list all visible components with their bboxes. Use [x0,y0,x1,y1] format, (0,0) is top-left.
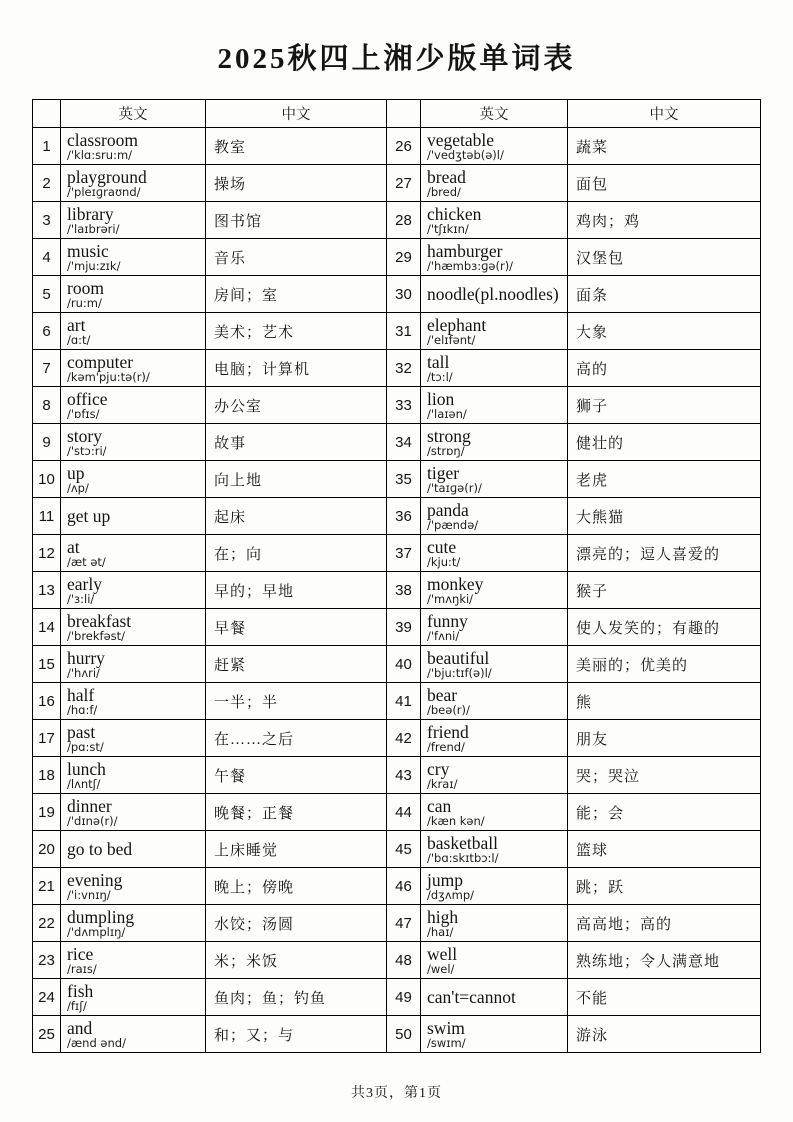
english-cell-right [421,831,568,868]
row-number-left: 15 [33,646,61,683]
english-word: well [427,943,458,964]
english-cell-left [61,720,206,757]
chinese-cell-left: 房间；室 [206,276,387,313]
table-row [33,979,761,1016]
row-number-right: 38 [387,572,421,609]
row-number-left: 4 [33,239,61,276]
row-number-right: 42 [387,720,421,757]
phonetic-transcription: /'dʌmplɪŋ/ [67,924,126,939]
phonetic-transcription: /'laɪən/ [427,406,467,421]
phonetic-transcription: /'mju:zɪk/ [67,258,121,273]
table-row [33,165,761,202]
english-cell-left [61,202,206,239]
phonetic-transcription: /'pleɪɡraʊnd/ [67,184,141,199]
english-word: lion [427,388,455,409]
chinese-cell-right: 汉堡包 [568,239,761,276]
english-word: dumpling [67,906,135,927]
english-cell-left [61,979,206,1016]
english-word: library [67,203,114,224]
phonetic-transcription: /beə(r)/ [427,702,470,717]
table-row [33,794,761,831]
row-number-right: 45 [387,831,421,868]
english-cell-right [421,239,568,276]
chinese-cell-left: 和；又；与 [206,1016,387,1053]
english-word: get up [67,506,111,526]
chinese-cell-left: 一半；半 [206,683,387,720]
english-word: tiger [427,462,460,483]
english-word: story [67,425,102,446]
english-cell-left [61,387,206,424]
english-cell-right [421,165,568,202]
header-english-left: 英文 [61,100,206,128]
english-word: swim [427,1017,465,1038]
chinese-cell-right: 能；会 [568,794,761,831]
english-word: chicken [427,203,482,224]
table-row [33,942,761,979]
phonetic-transcription: /'i:vnɪŋ/ [67,887,111,902]
chinese-cell-right: 蔬菜 [568,128,761,165]
chinese-cell-right: 不能 [568,979,761,1016]
table-row [33,387,761,424]
english-word: room [67,277,104,298]
row-number-right: 29 [387,239,421,276]
row-number-right: 44 [387,794,421,831]
row-number-right: 30 [387,276,421,313]
chinese-cell-left: 水饺；汤圆 [206,905,387,942]
phonetic-transcription: /'hæmbɜ:ɡə(r)/ [427,258,514,273]
english-cell-right [421,202,568,239]
phonetic-transcription: /kju:t/ [427,554,461,569]
table-row [33,128,761,165]
word-table [32,99,761,1053]
english-word: half [67,684,95,705]
row-number-right: 31 [387,313,421,350]
chinese-cell-right: 面包 [568,165,761,202]
english-word: go to bed [67,839,133,859]
table-row [33,313,761,350]
english-word: noodle(pl.noodles) [427,284,559,304]
chinese-cell-left: 音乐 [206,239,387,276]
english-word: beautiful [427,647,490,668]
phonetic-transcription: /'ɒfɪs/ [67,406,100,421]
phonetic-transcription: /haɪ/ [427,924,454,939]
header-english-right: 英文 [421,100,568,128]
english-word: computer [67,351,134,372]
row-number-left: 10 [33,461,61,498]
phonetic-transcription: /raɪs/ [67,961,97,976]
row-number-left: 13 [33,572,61,609]
chinese-cell-left: 图书馆 [206,202,387,239]
table-row [33,535,761,572]
phonetic-transcription: /'fʌni/ [427,628,460,643]
table-row [33,350,761,387]
chinese-cell-right: 朋友 [568,720,761,757]
chinese-cell-left: 晚餐；正餐 [206,794,387,831]
phonetic-transcription: /hɑ:f/ [67,702,98,717]
page-title: 2025秋四上湘少版单词表 [217,43,576,75]
row-number-right: 46 [387,868,421,905]
chinese-cell-left: 早的；早地 [206,572,387,609]
row-number-right: 37 [387,535,421,572]
table-row [33,868,761,905]
chinese-cell-right: 鸡肉；鸡 [568,202,761,239]
english-word: evening [67,869,123,890]
english-cell-left [61,683,206,720]
english-word: music [67,240,109,261]
row-number-right: 32 [387,350,421,387]
phonetic-transcription: /pɑ:st/ [67,739,104,754]
row-number-right: 36 [387,498,421,535]
english-word: can't=cannot [427,987,516,1007]
english-cell-right [421,424,568,461]
row-number-left: 9 [33,424,61,461]
english-word: panda [427,499,469,520]
english-cell-left [61,942,206,979]
chinese-cell-left: 美术；艺术 [206,313,387,350]
chinese-cell-left: 在；向 [206,535,387,572]
page-footer: 共3页，第1页 [351,1086,442,1101]
row-number-left: 6 [33,313,61,350]
english-cell-left [61,646,206,683]
row-number-right: 49 [387,979,421,1016]
header-row [33,100,761,128]
row-number-left: 17 [33,720,61,757]
chinese-cell-right: 老虎 [568,461,761,498]
english-cell-left [61,165,206,202]
phonetic-transcription: /tɔ:l/ [427,369,453,384]
english-word: elephant [427,314,487,335]
chinese-cell-left: 赶紧 [206,646,387,683]
english-word: funny [427,610,468,631]
english-cell-left [61,535,206,572]
english-word: up [67,462,85,483]
chinese-cell-right: 高高地；高的 [568,905,761,942]
table-row [33,276,761,313]
row-number-right: 27 [387,165,421,202]
english-cell-right [421,313,568,350]
english-cell-right [421,276,568,313]
row-number-right: 26 [387,128,421,165]
english-cell-left [61,276,206,313]
english-word: basketball [427,832,498,853]
row-number-right: 34 [387,424,421,461]
english-word: lunch [67,758,106,779]
chinese-cell-right: 狮子 [568,387,761,424]
english-cell-right [421,387,568,424]
english-word: art [67,314,86,335]
english-word: bear [427,684,458,705]
word-table-body [33,128,761,1053]
english-word: friend [427,721,469,742]
english-word: strong [427,425,471,446]
english-word: can [427,795,452,816]
table-row [33,831,761,868]
english-cell-left [61,498,206,535]
phonetic-transcription: /'laɪbrəri/ [67,221,120,236]
row-number-left: 2 [33,165,61,202]
chinese-cell-left: 起床 [206,498,387,535]
row-number-left: 3 [33,202,61,239]
phonetic-transcription: /kæn kən/ [427,813,485,828]
english-cell-left [61,461,206,498]
phonetic-transcription: /'klɑ:sru:m/ [67,147,133,162]
phonetic-transcription: /'vedʒtəb(ə)l/ [427,147,504,162]
row-number-left: 18 [33,757,61,794]
english-cell-right [421,461,568,498]
phonetic-transcription: /'bju:tɪf(ə)l/ [427,665,492,680]
english-word: playground [67,166,147,187]
english-cell-right [421,868,568,905]
english-cell-left [61,1016,206,1053]
chinese-cell-left: 办公室 [206,387,387,424]
english-cell-right [421,498,568,535]
chinese-cell-left: 上床睡觉 [206,831,387,868]
english-cell-right [421,609,568,646]
phonetic-transcription: /kəm'pju:tə(r)/ [67,369,150,384]
phonetic-transcription: /'hʌri/ [67,665,100,680]
english-word: high [427,906,459,927]
table-row [33,609,761,646]
english-cell-right [421,794,568,831]
row-number-left: 8 [33,387,61,424]
phonetic-transcription: /'elɪfənt/ [427,332,476,347]
header-chinese-left: 中文 [206,100,387,128]
chinese-cell-left: 操场 [206,165,387,202]
row-number-left: 25 [33,1016,61,1053]
english-cell-left [61,313,206,350]
phonetic-transcription: /æt ət/ [67,554,106,569]
chinese-cell-right: 猴子 [568,572,761,609]
phonetic-transcription: /ɑ:t/ [67,332,91,347]
row-number-right: 28 [387,202,421,239]
chinese-cell-left: 在……之后 [206,720,387,757]
phonetic-transcription: /strɒŋ/ [427,443,465,458]
row-number-right: 48 [387,942,421,979]
english-cell-right [421,757,568,794]
chinese-cell-right: 健壮的 [568,424,761,461]
phonetic-transcription: /fɪʃ/ [67,998,87,1013]
phonetic-transcription: /'brekfəst/ [67,628,126,643]
english-cell-left [61,128,206,165]
row-number-right: 35 [387,461,421,498]
english-word: dinner [67,795,112,816]
row-number-left: 11 [33,498,61,535]
row-number-left: 1 [33,128,61,165]
header-num-left [33,100,61,128]
english-word: past [67,721,96,742]
header-chinese-right: 中文 [568,100,761,128]
chinese-cell-left: 鱼肉；鱼；钓鱼 [206,979,387,1016]
english-cell-left [61,424,206,461]
english-word: breakfast [67,610,132,631]
table-row [33,720,761,757]
row-number-left: 22 [33,905,61,942]
phonetic-transcription: /lʌntʃ/ [67,776,101,791]
chinese-cell-right: 熟练地；令人满意地 [568,942,761,979]
table-row [33,239,761,276]
english-cell-left [61,794,206,831]
english-word: monkey [427,573,484,594]
table-row [33,572,761,609]
header-num-right [387,100,421,128]
phonetic-transcription: /bred/ [427,184,461,199]
table-row [33,461,761,498]
english-word: jump [427,869,463,890]
chinese-cell-left: 晚上；傍晚 [206,868,387,905]
phonetic-transcription: /frend/ [427,739,465,754]
chinese-cell-left: 电脑；计算机 [206,350,387,387]
english-word: office [67,388,108,409]
chinese-cell-right: 大象 [568,313,761,350]
row-number-right: 43 [387,757,421,794]
chinese-cell-right: 跳；跃 [568,868,761,905]
chinese-cell-left: 故事 [206,424,387,461]
chinese-cell-right: 篮球 [568,831,761,868]
english-word: bread [427,166,466,187]
chinese-cell-right: 熊 [568,683,761,720]
phonetic-transcription: /dʒʌmp/ [427,887,474,902]
phonetic-transcription: /swɪm/ [427,1035,466,1050]
row-number-right: 33 [387,387,421,424]
row-number-left: 23 [33,942,61,979]
english-cell-right [421,535,568,572]
chinese-cell-left: 教室 [206,128,387,165]
row-number-left: 24 [33,979,61,1016]
phonetic-transcription: /ʌp/ [67,480,89,495]
table-row [33,498,761,535]
english-cell-right [421,128,568,165]
english-cell-right [421,683,568,720]
english-cell-left [61,831,206,868]
table-row [33,905,761,942]
english-cell-right [421,1016,568,1053]
chinese-cell-right: 面条 [568,276,761,313]
english-word: at [67,536,80,557]
table-row [33,683,761,720]
chinese-cell-left: 早餐 [206,609,387,646]
row-number-right: 47 [387,905,421,942]
chinese-cell-right: 美丽的；优美的 [568,646,761,683]
table-row [33,1016,761,1053]
english-cell-left [61,757,206,794]
chinese-cell-left: 米；米饭 [206,942,387,979]
english-cell-right [421,942,568,979]
row-number-left: 19 [33,794,61,831]
english-cell-left [61,609,206,646]
chinese-cell-left: 午餐 [206,757,387,794]
chinese-cell-right: 游泳 [568,1016,761,1053]
row-number-left: 5 [33,276,61,313]
table-row [33,757,761,794]
phonetic-transcription: /ru:m/ [67,295,102,310]
chinese-cell-right: 哭；哭泣 [568,757,761,794]
english-word: rice [67,943,94,964]
english-cell-left [61,905,206,942]
english-word: hurry [67,647,105,668]
phonetic-transcription: /'pændə/ [427,517,479,532]
english-cell-left [61,572,206,609]
row-number-right: 41 [387,683,421,720]
phonetic-transcription: /kraɪ/ [427,776,458,791]
english-word: fish [67,980,94,1001]
row-number-left: 7 [33,350,61,387]
english-word: classroom [67,129,138,150]
phonetic-transcription: /'taɪɡə(r)/ [427,480,482,495]
english-word: early [67,573,102,594]
chinese-cell-right: 大熊猫 [568,498,761,535]
english-cell-left [61,350,206,387]
english-word: cry [427,758,450,779]
chinese-cell-right: 漂亮的；逗人喜爱的 [568,535,761,572]
english-cell-left [61,868,206,905]
phonetic-transcription: /'bɑ:skɪtbɔ:l/ [427,850,499,865]
table-row [33,646,761,683]
chinese-cell-right: 高的 [568,350,761,387]
english-word: hamburger [427,240,503,261]
english-cell-right [421,905,568,942]
row-number-left: 16 [33,683,61,720]
english-word: vegetable [427,129,495,150]
chinese-cell-left: 向上地 [206,461,387,498]
row-number-right: 40 [387,646,421,683]
row-number-left: 12 [33,535,61,572]
english-cell-right [421,350,568,387]
english-word: cute [427,536,457,557]
english-word: tall [427,351,450,372]
phonetic-transcription: /'mʌŋki/ [427,591,474,606]
english-cell-right [421,572,568,609]
row-number-left: 20 [33,831,61,868]
row-number-left: 21 [33,868,61,905]
table-row [33,202,761,239]
phonetic-transcription: /'ɜ:li/ [67,591,95,606]
english-cell-right [421,979,568,1016]
row-number-right: 39 [387,609,421,646]
table-row [33,424,761,461]
phonetic-transcription: /'stɔ:ri/ [67,443,107,458]
phonetic-transcription: /wel/ [427,961,455,976]
row-number-right: 50 [387,1016,421,1053]
row-number-left: 14 [33,609,61,646]
phonetic-transcription: /'dɪnə(r)/ [67,813,118,828]
english-cell-right [421,720,568,757]
chinese-cell-right: 使人发笑的；有趣的 [568,609,761,646]
english-cell-left [61,239,206,276]
phonetic-transcription: /'tʃɪkɪn/ [427,221,469,236]
phonetic-transcription: /ænd ənd/ [67,1035,126,1050]
english-word: and [67,1017,93,1038]
english-cell-right [421,646,568,683]
